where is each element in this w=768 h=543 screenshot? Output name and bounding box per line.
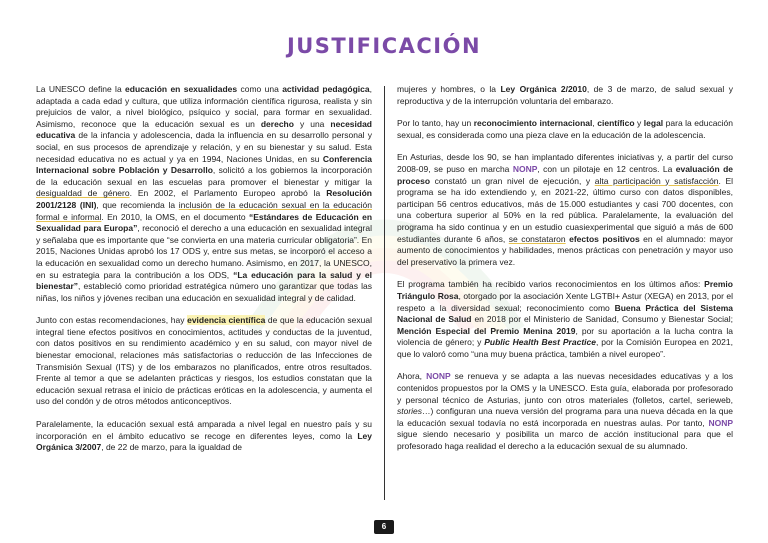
text-run: , adaptada a cada edad y cultura, que utiliza información científica rigurosa, realista y sin prejuicios de valor, a nivel biológico, psíquico y social, para formar en sexualidad. Asimismo, reconoce que la educación sexual es un [36, 84, 373, 129]
text-run: NONP [426, 371, 451, 382]
text-run: . En 2002, el Parlamento Europeo aprobó la [129, 188, 327, 199]
page-number: 6 [374, 520, 394, 534]
text-run: evaluación de proceso [397, 163, 734, 186]
right-column [397, 84, 733, 464]
text-run: inclusión de la educación sexual en la educación formal e informal [36, 199, 372, 222]
text-run: “Estándares de Educación en Sexualidad para Europa” [36, 211, 373, 234]
paragraph-awards [397, 279, 733, 360]
text-run: actividad pedagógica [282, 84, 370, 94]
text-run: Ahora, [397, 371, 427, 382]
text-run: …) configuran una nueva versión del programa para una nueva década en la que la educación sexual todavía no está incorporada en nuestras aulas. Por tanto, [397, 406, 733, 428]
text-run: legal [643, 118, 664, 129]
left-column [36, 84, 372, 465]
text-run: de la infancia y adolescencia, dada la influencia en su desarrollo personal y social, en sus procesos de aprendizaje y relación, y en su bienestar y su salud. Esta necesidad educativa no es actual y ya en 1994, Naciones Unidas, en su [36, 130, 372, 164]
text-run: en 2018 por el Ministerio de Sanidad, Consumo y Bienestar Social; [471, 314, 733, 325]
text-run: necesidad educativa [36, 118, 372, 141]
text-run: efectos positivos [569, 233, 640, 244]
text-run: sigue siendo necesario y posibilita un marco de acción institucional para que el profesorado haga realidad el derecho a la educación sexual de su alumnado. [397, 429, 733, 452]
text-run: científico [597, 118, 635, 129]
text-run: , que recomienda la [96, 199, 179, 210]
text-run: stories [397, 406, 423, 417]
column-divider [384, 86, 385, 500]
text-run: mujeres y hombres, o la [397, 84, 501, 94]
text-run: Premio Triángulo Rosa [397, 279, 733, 301]
text-run: constató un gran nivel de ejecución, y [430, 175, 595, 186]
text-run: educación en sexualidades [125, 84, 238, 94]
text-run: Resolución 2001/2128 (INI) [36, 188, 372, 210]
text-run: en el alumnado: mayor aumento de conocimientos y habilidades, menos prácticas con penetración y mayor uso del preservativo la primera vez. [397, 233, 733, 267]
text-run: El programa también ha recibido varios reconocimientos en los últimos años: [397, 279, 705, 290]
paragraph-legal-continued [397, 84, 733, 107]
text-run: , solicitó a los gobiernos la incorporación de la educación sexual en las escuelas para promover el bienestar y mitigar la [36, 165, 372, 187]
text-run: , de 22 de marzo, para la igualdad de [101, 442, 243, 453]
text-run: Buena Práctica del Sistema Nacional de Salud [397, 302, 733, 325]
text-run: Por lo tanto, hay un [397, 118, 474, 129]
text-run: y una [293, 118, 331, 129]
paragraph-unesco [36, 84, 372, 304]
page-title: JUSTIFICACIÓN [286, 34, 482, 58]
text-run: . En 2010, la OMS, en el documento [101, 211, 249, 222]
text-run: reconocimiento internacional [473, 118, 593, 129]
paragraph-renewal [397, 371, 733, 452]
text-run: NONP [708, 417, 733, 428]
paragraph-recognition [397, 118, 733, 141]
text-run: , otorgado por la asociación Xente LGTBI+ Astur (XEGA) en 2013, por el respeto a la diversidad sexual; reconocimiento como [397, 290, 733, 313]
paragraph-legal [36, 419, 372, 454]
text-run: La UNESCO define la [36, 84, 126, 94]
text-run: . El programa se ha ido extendiendo y, en 2021-22, último curso con datos disponibles, participan 56 centros educativos, más de 15.000 estudiantes y casi 700 docentes, con una cobertura superior al 50% en la red pública. Paralelamente, la evaluación del programa ha sido continua y en un estudio cuasiexperimental que siguió a más de 600 estudiantes durante 6 años, [397, 175, 734, 244]
text-run: Conferencia Internacional sobre Población y Desarrollo [36, 153, 372, 176]
paragraph-asturias [397, 152, 733, 268]
text-run: , con un pilotaje en 12 centros. La [537, 163, 676, 174]
text-run: Mención Especial del Premio Menina 2019 [397, 325, 576, 336]
text-run: se constataron [508, 233, 566, 244]
text-run: , de 3 de marzo, de salud sexual y reproductiva y de la interrupción voluntaria del embarazo. [397, 84, 733, 106]
text-run: para la educación sexual, es considerada como una pieza clave en la educación de la adolescencia. [397, 118, 734, 140]
text-run: , reconoció el derecho a una educación en sexualidad integral y señalaba que es importante que “se convierta en una materia curricular obligatoria”. En 2015, Naciones Unidas aprobó los 17 ODS y, entre sus metas, se incorporó el acceso a la educación en sexualidad como un derecho humano. Asimismo, en 2017, la UNESCO, en su estrategia para la contribución a los ODS, [36, 223, 372, 280]
text-run: , estableció como prioridad estratégica número uno garantizar que todas las niñas, los niños y jóvenes reciban una educación en sexualidad integral y de calidad. [36, 281, 372, 303]
text-run: Paralelamente, la educación sexual está amparada a nivel legal en nuestro país y su incorporación en el ámbito educativo se recoge en diferentes leyes, como la [36, 419, 372, 441]
text-run: En Asturias, desde los 90, se han implantado diferentes iniciativas y, a partir del curso 2008-09, se puso en marcha [397, 152, 733, 174]
text-run: y [634, 118, 644, 129]
text-run: NONP [512, 163, 538, 174]
text-run: “La educación para la salud y el bienestar” [36, 269, 372, 292]
text-run: Ley Orgánica 2/2010 [500, 84, 587, 94]
text-run: Public Health Best Practice [484, 337, 596, 348]
text-run: derecho [260, 118, 294, 129]
paragraph-evidence [36, 315, 372, 408]
text-run: , [592, 118, 598, 129]
text-run: , por su aportación a la lucha contra la violencia de género; y [397, 325, 733, 348]
text-run: Ley Orgánica 3/2007 [36, 430, 372, 453]
text-run: alta participación y satisfacción [594, 175, 719, 186]
text-run: desigualdad de género [36, 188, 130, 199]
text-run: Junto con estas recomendaciones, hay [36, 315, 188, 326]
text-run: evidencia científica [187, 315, 266, 326]
text-run: se renueva y se adapta a las nuevas necesidades educativas y a los contenidos propuestos por la OMS y la UNESCO. Esta guía, elaborada por profesorado y personal técnico de Asturias, junto con otros materiales (folletos, cartel, serieweb, [397, 371, 733, 405]
text-run: como una [237, 84, 283, 94]
text-run: , por la Comisión Europea en 2021, que lo valoró como “una muy buena práctica, también a nivel europeo”. [397, 337, 733, 359]
text-run: de que la educación sexual integral tiene efectos positivos en conocimientos, actitudes y conductas de la juventud, con datos positivos en su rendimiento académico y en su salud, con mayor nivel de bienestar emocional, relaciones más satisfactorias o reducción de las Infecciones de Transmisión Sexual (ITS) y de los embarazos no planificados, entre otros resultados. Frente al temor a que se adelanten prácticas y riesgos, los estudios constatan que la educación sexual retrasa el inicio de prácticas eróticas en la adolescencia, y aumenta el uso del condón y de otros métodos anticonceptivos. [36, 315, 372, 407]
